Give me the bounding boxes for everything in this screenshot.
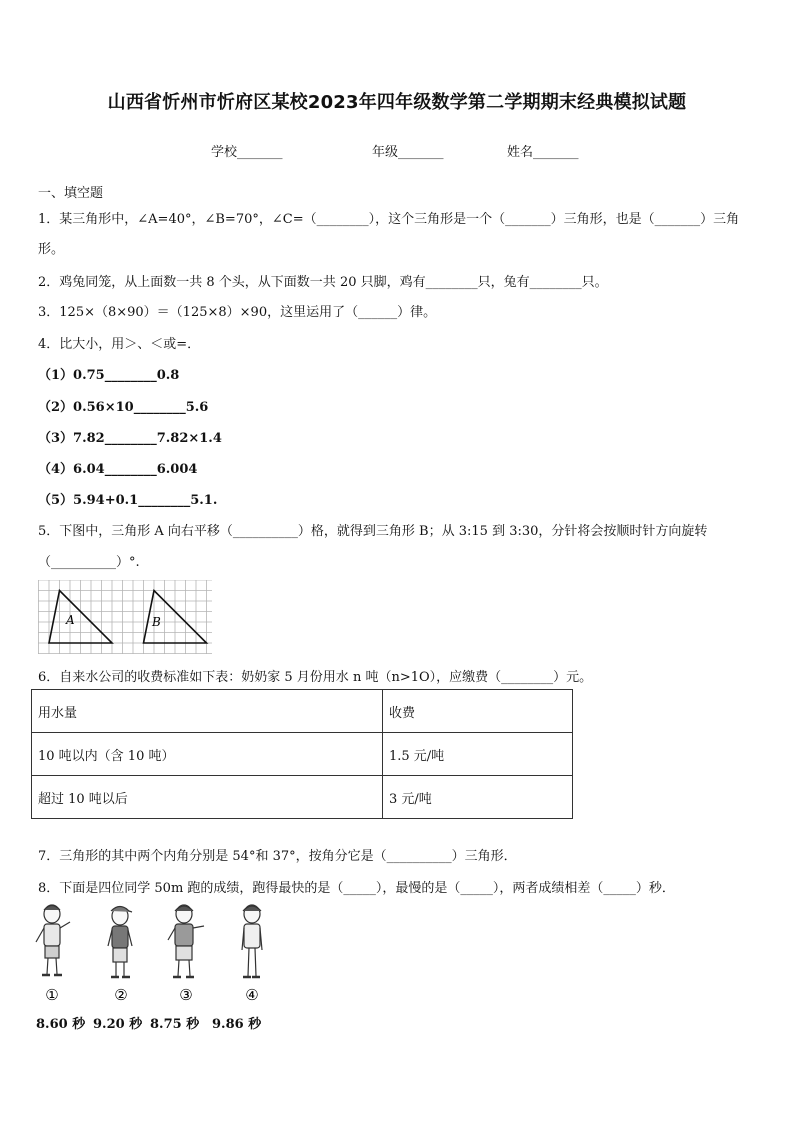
question-4-item-3: （3）7.82________7.82×1.4 xyxy=(38,431,222,446)
grade-field[interactable]: 年级_______ xyxy=(372,145,444,160)
student-2-figure xyxy=(108,907,132,978)
student-2-time: 9.20 秒 xyxy=(93,1017,143,1032)
table-cell: 10 吨以内（含 10 吨） xyxy=(32,733,383,776)
question-5-line-1: 5．下图中，三角形 A 向右平移（__________）格，就得到三角形 B；从 3:15 到 3:30，分针将会按顺时针方向旋转 xyxy=(38,524,708,539)
question-1-line-1: 1．某三角形中，∠A=40°，∠B=70°，∠C=（________），这个三角形是一个（_______）三角形，也是（_______）三角 xyxy=(38,212,740,227)
question-5-line-2: （__________）°. xyxy=(38,555,140,570)
page-title: 山西省忻州市忻府区某校2023年四年级数学第二学期期末经典模拟试题 xyxy=(107,92,687,113)
water-fee-table xyxy=(31,689,573,819)
triangle-a-label: A xyxy=(66,613,75,627)
student-2-label: ② xyxy=(114,986,128,1004)
name-field[interactable]: 姓名_______ xyxy=(507,145,579,160)
table-header-cell: 收费 xyxy=(383,690,573,733)
runners-figure xyxy=(28,900,278,1005)
table-cell: 1.5 元/吨 xyxy=(383,733,573,776)
translation-grid-figure xyxy=(38,580,212,654)
school-field[interactable]: 学校_______ xyxy=(211,145,283,160)
table-header-cell: 用水量 xyxy=(32,690,383,733)
table-row xyxy=(32,733,573,776)
question-2: 2．鸡兔同笼，从上面数一共 8 个头，从下面数一共 20 只脚，鸡有________只，兔有________只。 xyxy=(38,275,608,290)
student-4-figure xyxy=(242,905,262,977)
student-4-label: ④ xyxy=(245,986,259,1004)
student-3-time: 8.75 秒 xyxy=(150,1017,200,1032)
question-4-stem: 4．比大小，用＞、＜或=． xyxy=(38,337,201,352)
student-1-label: ① xyxy=(45,986,59,1004)
student-4-time: 9.86 秒 xyxy=(212,1017,262,1032)
question-4-item-4: （4）6.04________6.004 xyxy=(38,462,198,477)
question-6-stem: 6．自来水公司的收费标准如下表：奶奶家 5 月份用水 n 吨（n>1O），应缴费（________）元。 xyxy=(38,670,593,685)
question-3: 3．125×（8×90）＝（125×8）×90，这里运用了（______）律。 xyxy=(38,305,437,320)
section-heading: 一、填空题 xyxy=(38,186,104,201)
question-4-item-2: （2）0.56×10________5.6 xyxy=(38,400,209,415)
question-4-item-5: （5）5.94+0.1________5.1. xyxy=(38,493,218,508)
question-8-stem: 8．下面是四位同学 50m 跑的成绩，跑得最快的是（_____），最慢的是（_____），两者成绩相差（_____）秒． xyxy=(38,881,675,896)
triangle-b-label: B xyxy=(152,615,161,629)
question-1-line-2: 形。 xyxy=(38,242,65,257)
table-cell: 3 元/吨 xyxy=(383,776,573,819)
table-header-row xyxy=(32,690,573,733)
student-1-time: 8.60 秒 xyxy=(36,1017,86,1032)
table-cell: 超过 10 吨以后 xyxy=(32,776,383,819)
student-3-figure xyxy=(168,905,204,977)
student-1-figure xyxy=(36,905,70,975)
student-3-label: ③ xyxy=(179,986,193,1004)
table-row xyxy=(32,776,573,819)
question-4-item-1: （1）0.75________0.8 xyxy=(38,368,180,383)
question-7: 7．三角形的其中两个内角分别是 54°和 37°，按角分它是（__________）三角形． xyxy=(38,849,517,864)
